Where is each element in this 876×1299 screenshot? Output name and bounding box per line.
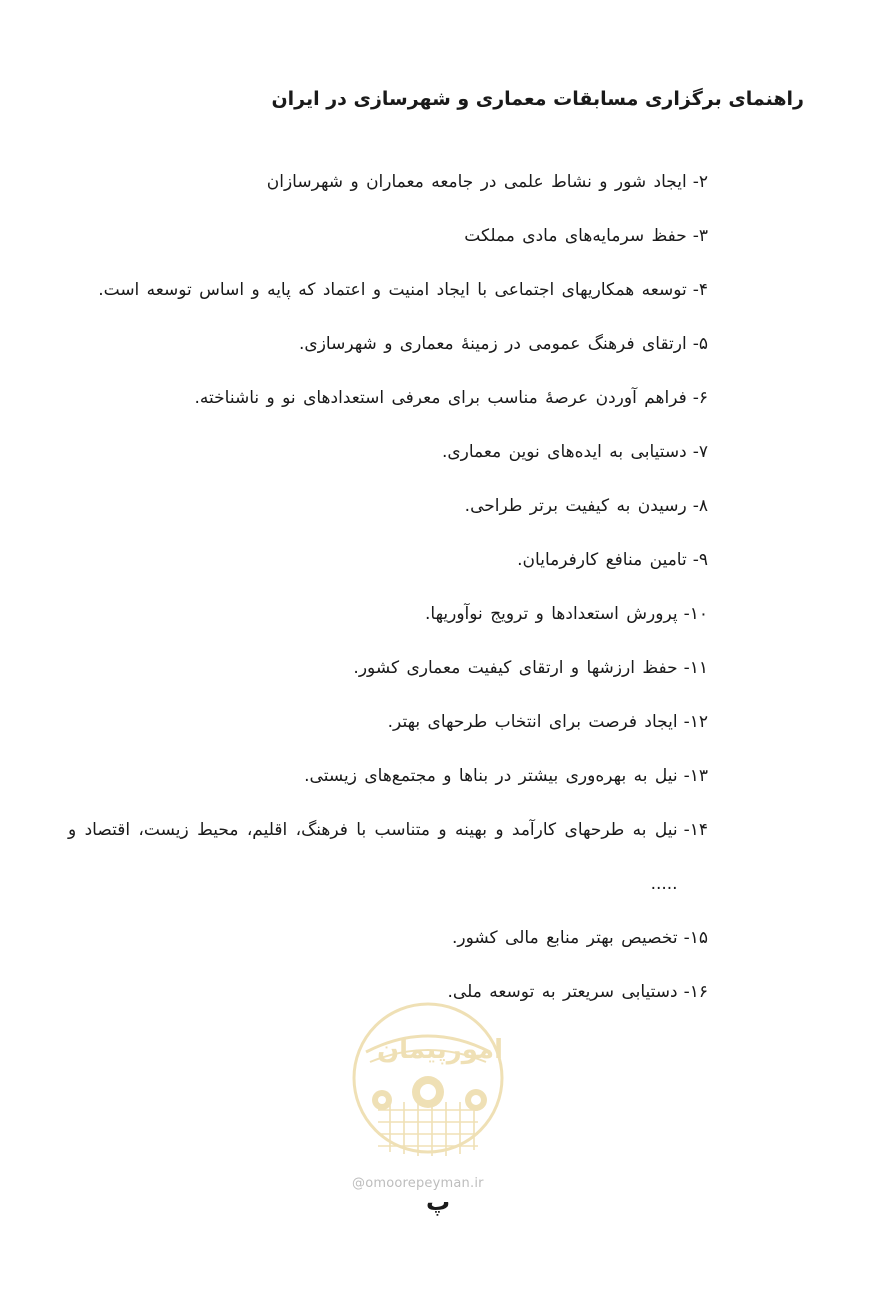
item-number: ۶- — [692, 388, 708, 408]
page-number: پ — [425, 1188, 451, 1216]
list-item — [68, 533, 708, 587]
item-number: ۱۲- — [683, 712, 708, 732]
item-number: ۱۱- — [683, 658, 708, 678]
list-item — [68, 695, 708, 749]
item-text: رسیدن به کیفیت برتر طراحی. — [464, 496, 687, 516]
item-number: ۷- — [692, 442, 708, 462]
item-text: تامین منافع کارفرمایان. — [517, 550, 687, 570]
item-number: ۵- — [692, 334, 708, 354]
item-text: تخصیص بهتر منابع مالی کشور. — [452, 928, 678, 948]
list-item — [68, 371, 708, 425]
list-item — [68, 749, 708, 803]
item-number: ۱۰- — [683, 604, 708, 624]
objectives-list — [68, 155, 708, 1019]
list-item — [68, 803, 708, 911]
watermark-logo-icon — [348, 990, 508, 1165]
item-text: ایجاد فرصت برای انتخاب طرحهای بهتر. — [387, 712, 678, 732]
item-number: ۱۳- — [683, 766, 708, 786]
item-number: ۱۴- — [683, 820, 708, 840]
list-item — [68, 641, 708, 695]
page-header-title: راهنمای برگزاری مسابقات معماری و شهرسازی در ایران — [271, 88, 804, 110]
item-number: ۴- — [692, 280, 708, 300]
item-number: ۱۶- — [683, 982, 708, 1002]
list-item — [68, 317, 708, 371]
item-text: حفظ ارزشها و ارتقای کیفیت معماری کشور. — [353, 658, 678, 678]
list-item — [68, 263, 708, 317]
list-item — [68, 209, 708, 263]
item-text: حفظ سرمایه‌های مادی مملکت — [464, 226, 687, 246]
watermark-logo-text: امورپیمان — [376, 1035, 504, 1065]
item-text: پرورش استعدادها و ترویج نوآوریها. — [424, 604, 678, 624]
item-text: توسعه همکاریهای اجتماعی با ایجاد امنیت و اعتماد که پایه و اساس توسعه است. — [98, 280, 687, 300]
item-text: ایجاد شور و نشاط علمی در جامعه معماران و شهرسازان — [266, 172, 687, 192]
item-text: فراهم آوردن عرصهٔ مناسب برای معرفی استعدادهای نو و ناشناخته. — [194, 388, 687, 408]
item-text: دستیابی سریعتر به توسعه ملی. — [447, 982, 678, 1002]
list-item — [68, 155, 708, 209]
item-number: ۳- — [692, 226, 708, 246]
list-item — [68, 425, 708, 479]
item-text: نیل به طرحهای کارآمد و بهینه و متناسب با فرهنگ، اقلیم، محیط زیست، اقتصاد و ..... — [68, 820, 678, 894]
watermark-url: @omoorepeyman.ir — [352, 1176, 484, 1191]
item-number: ۱۵- — [683, 928, 708, 948]
item-text: نیل به بهره‌وری بیشتر در بناها و مجتمع‌های زیستی. — [304, 766, 678, 786]
item-text: ارتقای فرهنگ عمومی در زمینهٔ معماری و شهرسازی. — [298, 334, 687, 354]
item-number: ۸- — [692, 496, 708, 516]
list-item — [68, 911, 708, 965]
list-item — [68, 479, 708, 533]
list-item — [68, 587, 708, 641]
item-number: ۲- — [692, 172, 708, 192]
item-number: ۹- — [692, 550, 708, 570]
item-text: دستیابی به ایده‌های نوین معماری. — [441, 442, 687, 462]
